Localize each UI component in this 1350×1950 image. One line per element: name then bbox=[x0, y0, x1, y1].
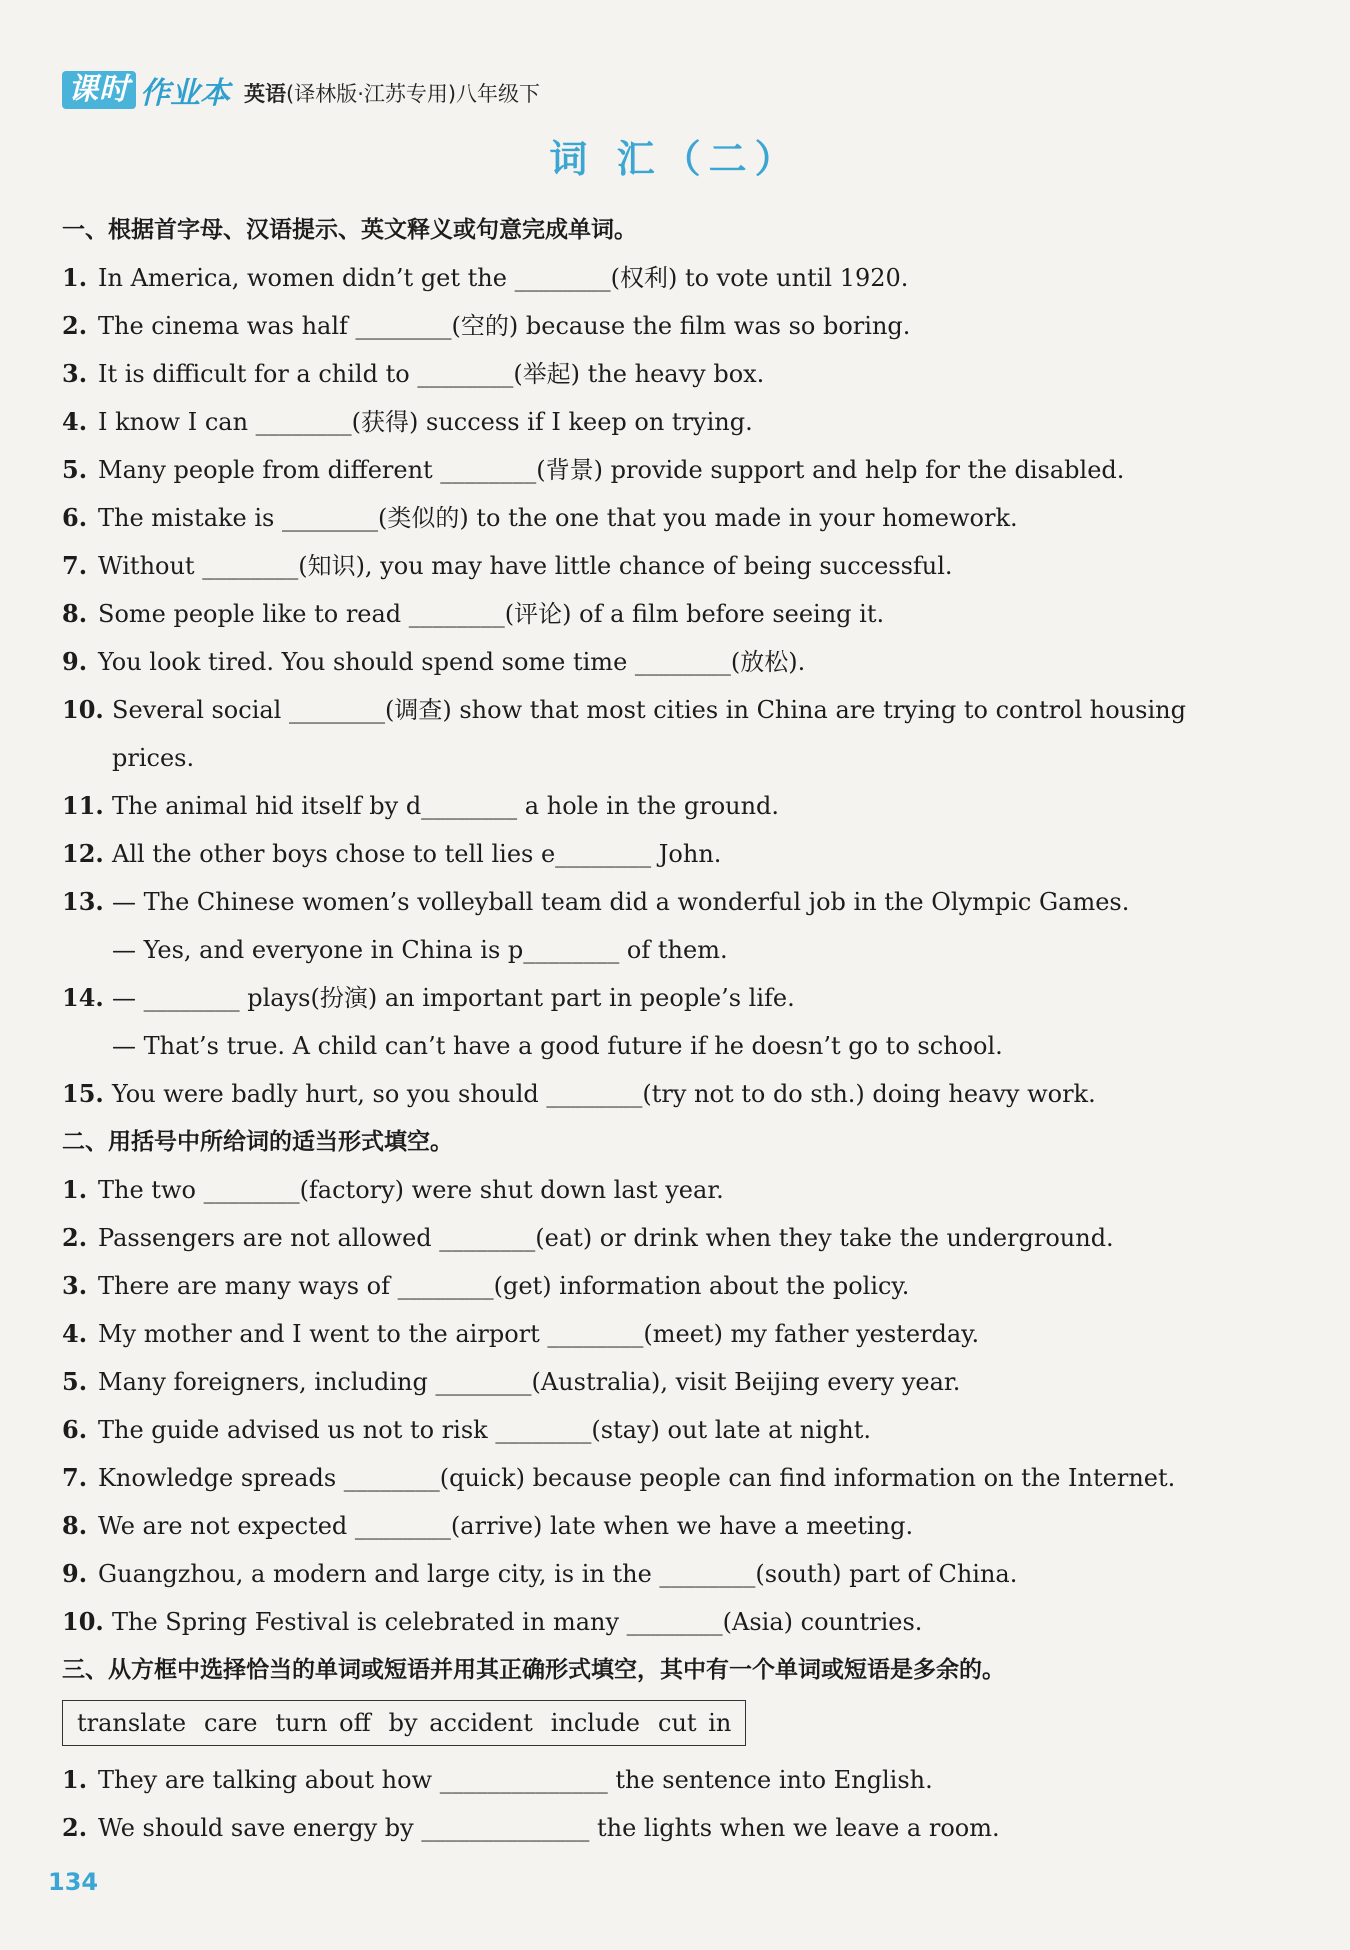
item-text: My mother and I went to the airport ________(meet) my father yesterday. bbox=[98, 1320, 980, 1348]
brand-logo bbox=[62, 68, 230, 112]
item-number: 15. bbox=[62, 1079, 104, 1108]
exercise-item bbox=[62, 782, 1302, 830]
item-text: It is difficult for a child to ________(举起) the heavy box. bbox=[98, 360, 765, 388]
exercise-item bbox=[62, 686, 1302, 734]
exercise-item bbox=[62, 542, 1302, 590]
exercise-content bbox=[62, 206, 1302, 1852]
item-text: — The Chinese women’s volleyball team did a wonderful job in the Olympic Games. bbox=[112, 888, 1130, 916]
item-text: You look tired. You should spend some time ________(放松). bbox=[98, 648, 806, 676]
word-bank-item: cut in bbox=[658, 1709, 732, 1737]
exercise-item bbox=[62, 638, 1302, 686]
item-text: Several social ________(调查) show that most cities in China are trying to control housing bbox=[112, 696, 1186, 724]
item-number: 6. bbox=[62, 503, 88, 532]
item-text: — Yes, and everyone in China is p________ of them. bbox=[112, 936, 728, 964]
item-text: We are not expected ________(arrive) late when we have a meeting. bbox=[98, 1512, 914, 1540]
item-number: 4. bbox=[62, 1319, 88, 1348]
item-text: There are many ways of ________(get) information about the policy. bbox=[98, 1272, 910, 1300]
word-bank-box bbox=[62, 1700, 746, 1746]
item-text: — That’s true. A child can’t have a good future if he doesn’t go to school. bbox=[112, 1032, 1003, 1060]
exercise-item bbox=[62, 350, 1302, 398]
item-number: 7. bbox=[62, 551, 88, 580]
item-number: 9. bbox=[62, 1559, 88, 1588]
item-number: 2. bbox=[62, 311, 88, 340]
exercise-item bbox=[62, 590, 1302, 638]
exercise-item bbox=[62, 1550, 1302, 1598]
section-heading-3: 三、从方框中选择恰当的单词或短语并用其正确形式填空，其中有一个单词或短语是多余的。 bbox=[62, 1657, 1005, 1683]
exercise-item bbox=[62, 1214, 1302, 1262]
item-text: — ________ plays(扮演) an important part in people’s life. bbox=[112, 984, 795, 1012]
item-text: The animal hid itself by d________ a hole in the ground. bbox=[112, 792, 780, 820]
exercise-item-continued bbox=[62, 734, 1302, 782]
item-number: 2. bbox=[62, 1813, 88, 1842]
item-number: 10. bbox=[62, 695, 104, 724]
item-number: 1. bbox=[62, 1765, 88, 1794]
item-number: 5. bbox=[62, 1367, 88, 1396]
item-text: You were badly hurt, so you should ________(try not to do sth.) doing heavy work. bbox=[112, 1080, 1096, 1108]
item-text: Some people like to read ________(评论) of a film before seeing it. bbox=[98, 600, 885, 628]
item-number: 5. bbox=[62, 455, 88, 484]
item-text: I know I can ________(获得) success if I keep on trying. bbox=[98, 408, 753, 436]
exercise-item bbox=[62, 398, 1302, 446]
exercise-item bbox=[62, 1502, 1302, 1550]
exercise-item bbox=[62, 878, 1302, 926]
item-text: All the other boys chose to tell lies e________ John. bbox=[112, 840, 722, 868]
item-text: The guide advised us not to risk ________(stay) out late at night. bbox=[98, 1416, 871, 1444]
item-number: 13. bbox=[62, 887, 104, 916]
exercise-item bbox=[62, 494, 1302, 542]
logo-text: 作业本 bbox=[140, 76, 230, 111]
item-number: 9. bbox=[62, 647, 88, 676]
exercise-item bbox=[62, 446, 1302, 494]
item-number: 8. bbox=[62, 1511, 88, 1540]
item-number: 7. bbox=[62, 1463, 88, 1492]
section-heading-2: 二、用括号中所给词的适当形式填空。 bbox=[62, 1129, 453, 1155]
item-text: They are talking about how ______________ the sentence into English. bbox=[98, 1766, 933, 1794]
section-1-items bbox=[62, 254, 1302, 1118]
item-number: 14. bbox=[62, 983, 104, 1012]
word-bank-item: care bbox=[204, 1709, 258, 1737]
exercise-item bbox=[62, 1262, 1302, 1310]
item-number: 10. bbox=[62, 1607, 104, 1636]
subject-detail: (译林版·江苏专用)八年级下 bbox=[286, 82, 541, 106]
page-header bbox=[62, 68, 540, 112]
exercise-item bbox=[62, 1598, 1302, 1646]
section-heading-1: 一、根据首字母、汉语提示、英文释义或句意完成单词。 bbox=[62, 217, 637, 243]
word-bank-item: include bbox=[550, 1709, 641, 1737]
exercise-item bbox=[62, 1454, 1302, 1502]
item-number: 1. bbox=[62, 1175, 88, 1204]
word-bank-item: turn off bbox=[275, 1709, 371, 1737]
item-text: The cinema was half ________(空的) because the film was so boring. bbox=[98, 312, 911, 340]
section-2-items bbox=[62, 1166, 1302, 1646]
exercise-item bbox=[62, 302, 1302, 350]
item-text: Without ________(知识), you may have little chance of being successful. bbox=[98, 552, 953, 580]
item-text: prices. bbox=[112, 744, 195, 772]
exercise-item bbox=[62, 830, 1302, 878]
item-number: 11. bbox=[62, 791, 104, 820]
item-number: 2. bbox=[62, 1223, 88, 1252]
exercise-item bbox=[62, 1166, 1302, 1214]
item-number: 3. bbox=[62, 1271, 88, 1300]
item-text: The mistake is ________(类似的) to the one that you made in your homework. bbox=[98, 504, 1018, 532]
page-title: 词 汇（二） bbox=[549, 137, 801, 181]
exercise-item bbox=[62, 1310, 1302, 1358]
item-text: We should save energy by ______________ the lights when we leave a room. bbox=[98, 1814, 1000, 1842]
item-text: Many people from different ________(背景) provide support and help for the disabled. bbox=[98, 456, 1125, 484]
item-number: 3. bbox=[62, 359, 88, 388]
item-number: 6. bbox=[62, 1415, 88, 1444]
exercise-item bbox=[62, 1358, 1302, 1406]
exercise-item bbox=[62, 1070, 1302, 1118]
item-number: 4. bbox=[62, 407, 88, 436]
page-number: 134 bbox=[48, 1868, 99, 1896]
exercise-item bbox=[62, 254, 1302, 302]
exercise-item bbox=[62, 1406, 1302, 1454]
section-3-items bbox=[62, 1756, 1302, 1852]
item-text: Many foreigners, including ________(Australia), visit Beijing every year. bbox=[98, 1368, 961, 1396]
item-text: Guangzhou, a modern and large city, is in the ________(south) part of China. bbox=[98, 1560, 1018, 1588]
item-text: The two ________(factory) were shut down last year. bbox=[98, 1176, 724, 1204]
word-bank-item: translate bbox=[77, 1709, 187, 1737]
word-bank-item: by accident bbox=[388, 1709, 533, 1737]
exercise-item bbox=[62, 974, 1302, 1022]
item-text: Passengers are not allowed ________(eat) or drink when they take the underground. bbox=[98, 1224, 1114, 1252]
exercise-item bbox=[62, 1804, 1302, 1852]
subject-name: 英语 bbox=[244, 82, 286, 106]
item-text: In America, women didn’t get the ________(权利) to vote until 1920. bbox=[98, 264, 909, 292]
exercise-item-continued bbox=[62, 1022, 1302, 1070]
logo-badge: 课时 bbox=[62, 71, 136, 109]
item-text: Knowledge spreads ________(quick) because people can find information on the Internet. bbox=[98, 1464, 1176, 1492]
item-text: The Spring Festival is celebrated in many ________(Asia) countries. bbox=[112, 1608, 923, 1636]
item-number: 8. bbox=[62, 599, 88, 628]
exercise-item bbox=[62, 1756, 1302, 1804]
subject-label bbox=[244, 78, 540, 112]
item-number: 1. bbox=[62, 263, 88, 292]
exercise-item-continued bbox=[62, 926, 1302, 974]
item-number: 12. bbox=[62, 839, 104, 868]
